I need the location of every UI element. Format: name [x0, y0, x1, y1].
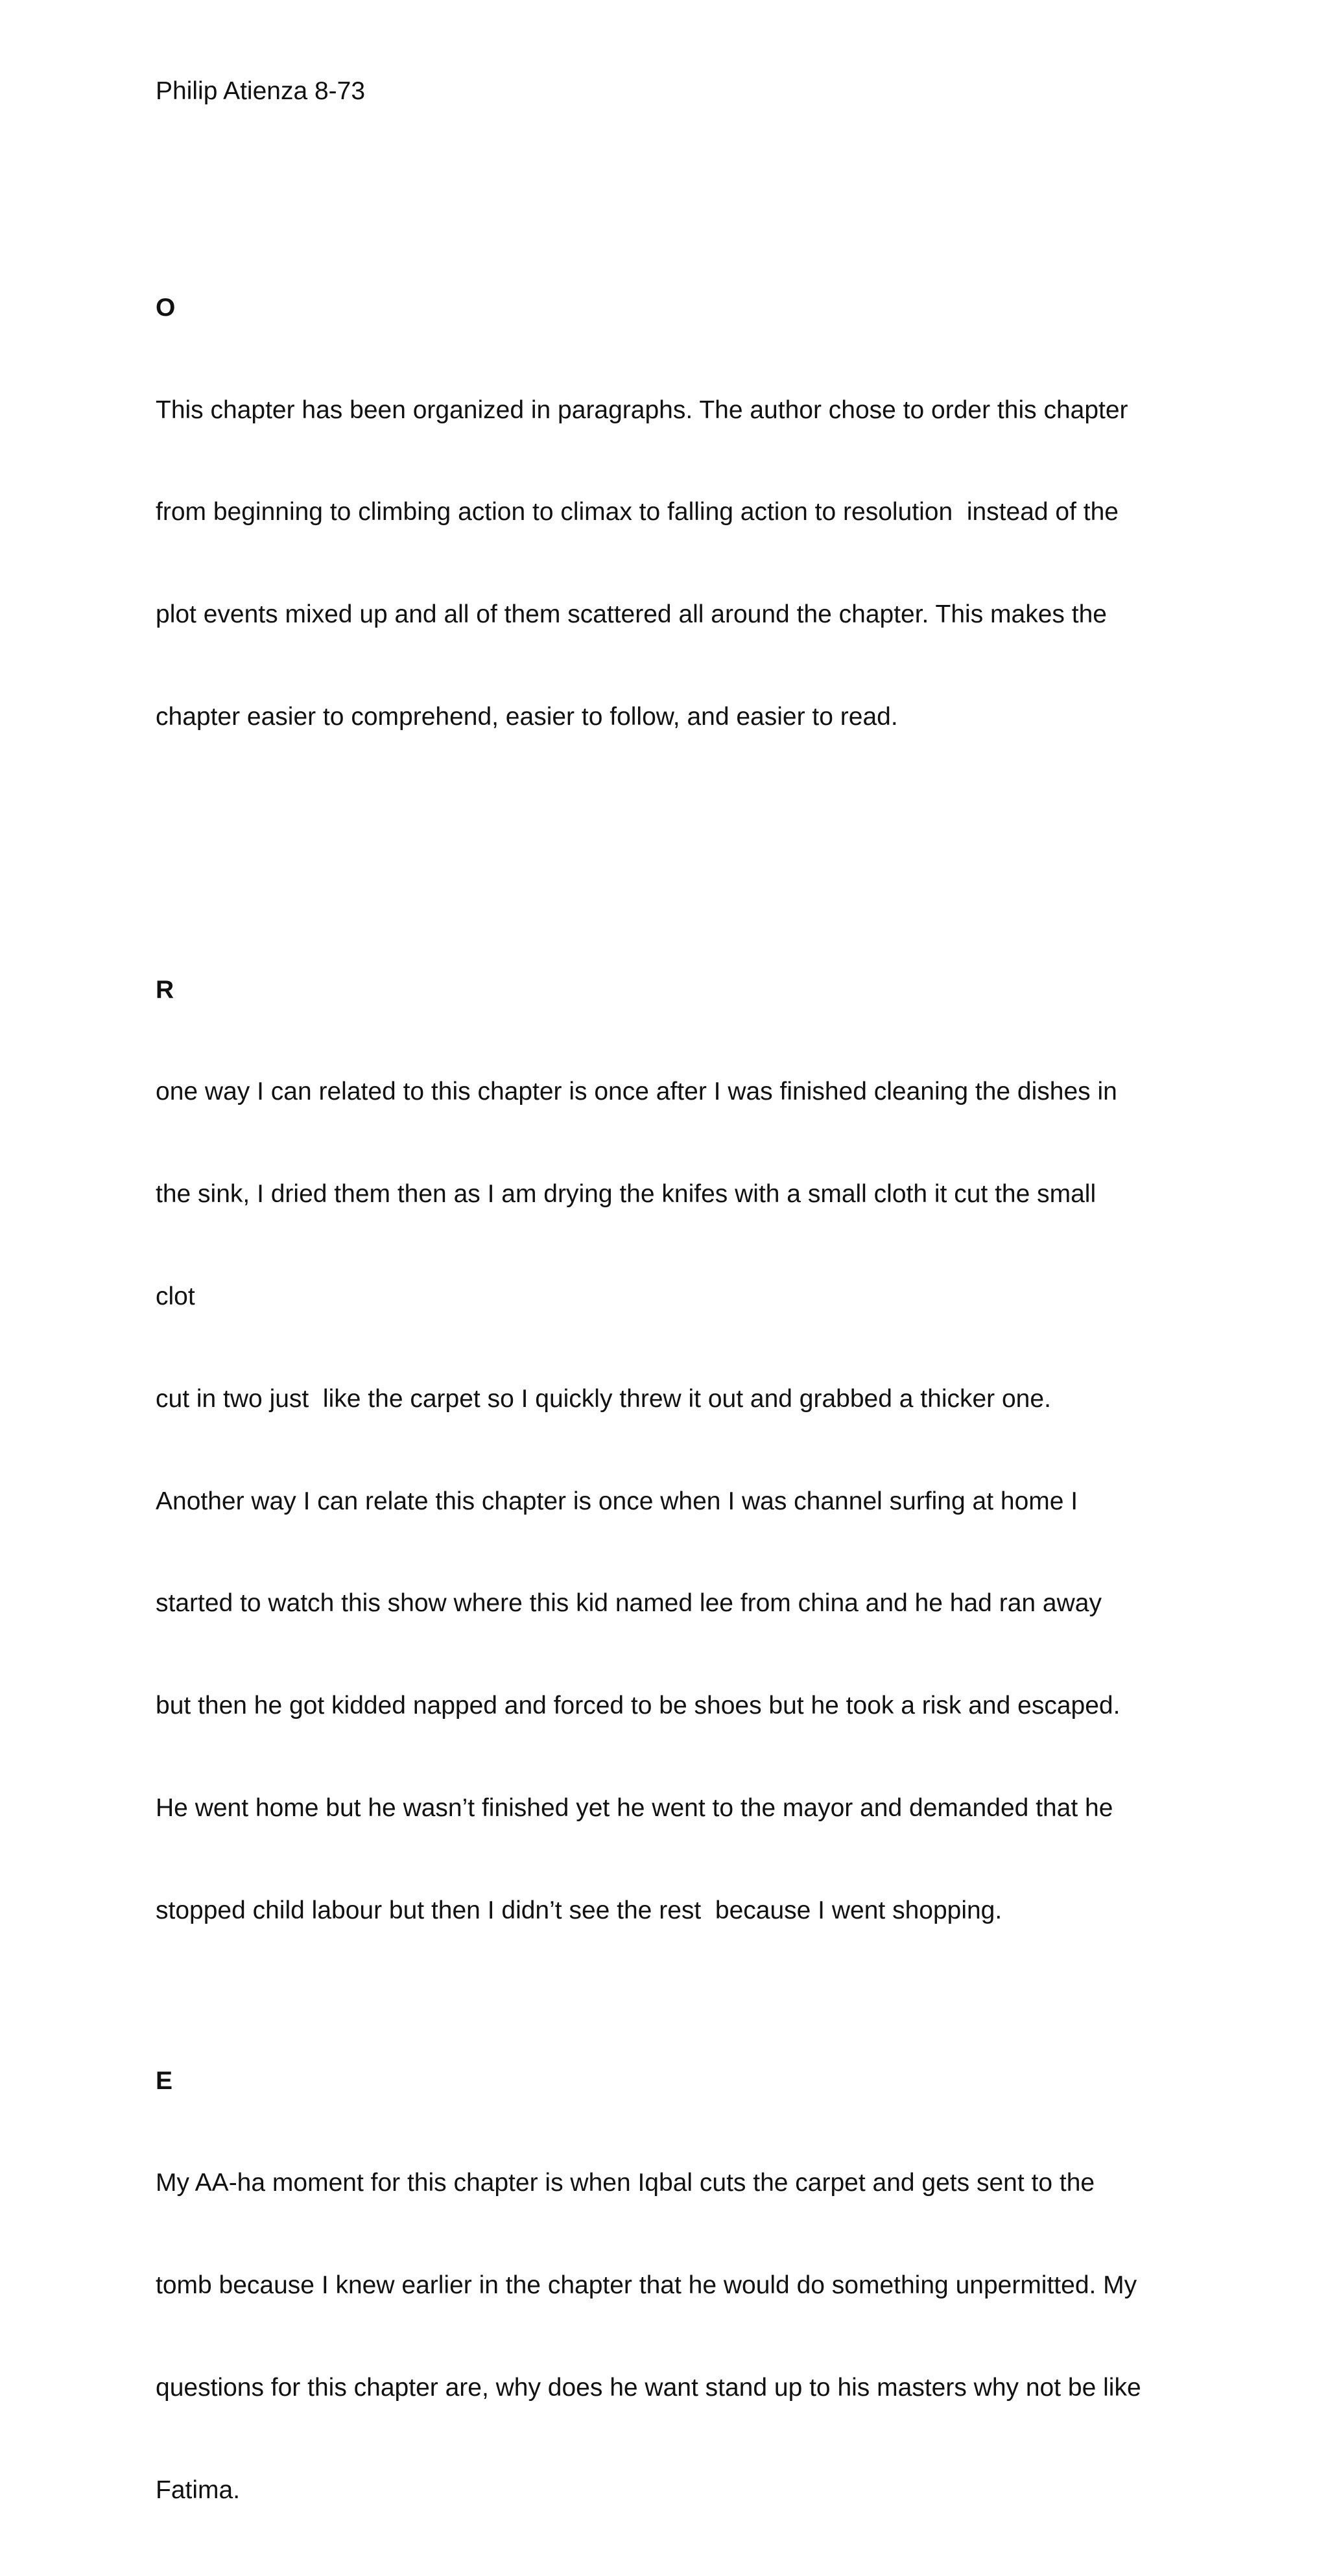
paragraph-line: This chapter has been organized in paragraphs. The author chose to order this chapter [156, 396, 1128, 424]
paragraph-line: started to watch this show where this kid named lee from china and he had ran away [156, 1589, 1102, 1618]
section-heading-e: E [156, 2066, 173, 2095]
paragraph-line: stopped child labour but then I didn’t see the rest because I went shopping. [156, 1896, 1002, 1924]
paragraph-line: from beginning to climbing action to climax to falling action to resolution instead of the [156, 498, 1119, 526]
paragraph-line: but then he got kidded napped and forced to be shoes but he took a risk and escaped. [156, 1692, 1120, 1720]
paragraph-line: My AA-ha moment for this chapter is when Iqbal cuts the carpet and gets sent to the [156, 2169, 1095, 2197]
paragraph-line: Fatima. [156, 2476, 241, 2504]
paragraph-line: cut in two just like the carpet so I quickly threw it out and grabbed a thicker one. [156, 1384, 1051, 1413]
paragraph-line: one way I can related to this chapter is once after I was finished cleaning the dishes in [156, 1078, 1117, 1106]
document-header: Philip Atienza 8-73 [156, 77, 366, 105]
paragraph-line: questions for this chapter are, why does he want stand up to his masters why not be like [156, 2374, 1141, 2402]
blank-line [156, 803, 1193, 837]
paragraph-line: clot [156, 1282, 195, 1310]
paragraph-line: He went home but he wasn’t finished yet he went to the mayor and demanded that he [156, 1793, 1113, 1822]
paragraph-line: plot events mixed up and all of them scattered all around the chapter. This makes the [156, 600, 1107, 629]
paragraph-line: the sink, I dried them then as I am drying the knifes with a small cloth it cut the small [156, 1180, 1097, 1209]
section-heading-o: O [156, 293, 176, 322]
paragraph-line: chapter easier to comprehend, easier to follow, and easier to read. [156, 702, 898, 731]
paragraph-line: tomb because I knew earlier in the chapter that he would do something unpermitted. My [156, 2271, 1137, 2300]
section-heading-r: R [156, 975, 174, 1004]
document-body [156, 189, 1193, 2576]
paragraph-line: Another way I can relate this chapter is once when I was channel surfing at home I [156, 1487, 1078, 1515]
